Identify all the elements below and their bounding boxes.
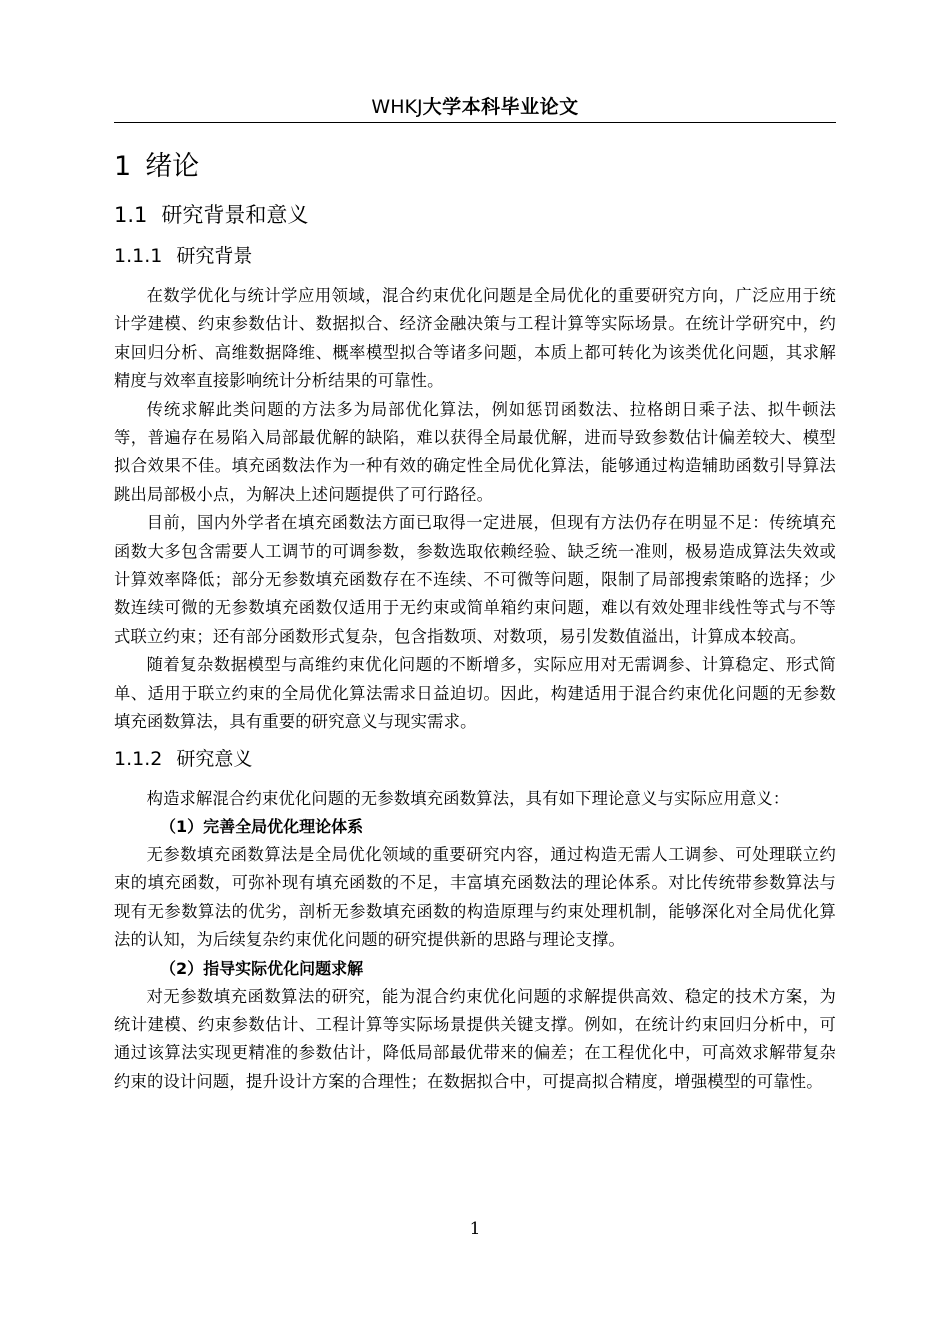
point-heading: （2）指导实际优化问题求解 [160, 958, 364, 978]
paragraph: 传统求解此类问题的方法多为局部优化算法，例如惩罚函数法、拉格朗日乘子法、拟牛顿法等，普遍存在易陷入局部最优解的缺陷，难以获得全局最优解，进而导致参数估计偏差较大、模型拟合效果不佳。填充函数法作为一种有效的确定性全局优化算法，能够通过构造辅助函数引导算法跳出局部极小点，为解决上述问题提供了可行路径。 [114, 399, 836, 504]
page-number: 1 [469, 1219, 481, 1239]
page-content [114, 140, 836, 1096]
running-header [114, 92, 836, 123]
paragraph: 在数学优化与统计学应用领域，混合约束优化问题是全局优化的重要研究方向，广泛应用于统计学建模、约束参数估计、数据拟合、经济金融决策与工程计算等实际场景。在统计学研究中，约束回归分析、高维数据降维、概率模型拟合等诸多问题，本质上都可转化为该类优化问题，其求解精度与效率直接影响统计分析结果的可靠性。 [114, 286, 836, 391]
paragraph: 对无参数填充函数算法的研究，能为混合约束优化问题的求解提供高效、稳定的技术方案，为统计建模、约束参数估计、工程计算等实际场景提供关键支撑。例如，在统计约束回归分析中，可通过该算法实现更精准的参数估计，降低局部最优带来的偏差；在工程优化中，可高效求解带复杂约束的设计问题，提升设计方案的合理性；在数据拟合中，可提高拟合精度，增强模型的可靠性。 [114, 986, 836, 1091]
section-title: 研究背景和意义 [161, 203, 309, 227]
subsection-number: 1.1.2 [114, 747, 163, 770]
paragraph: 构造求解混合约束优化问题的无参数填充函数算法，具有如下理论意义与实际应用意义： [146, 788, 790, 808]
subsection-heading-background [114, 240, 836, 272]
header-title: 大学本科毕业论文 [422, 96, 579, 118]
paragraph: 随着复杂数据模型与高维约束优化问题的不断增多，实际应用对无需调参、计算稳定、形式简单、适用于联立约束的全局优化算法需求日益迫切。因此，构建适用于混合约束优化问题的无参数填充函数算法，具有重要的研究意义与现实需求。 [114, 655, 836, 732]
paragraph: 目前，国内外学者在填充函数法方面已取得一定进展，但现有方法仍存在明显不足：传统填充函数大多包含需要人工调节的可调参数，参数选取依赖经验、缺乏统一准则，极易造成算法失效或计算效率降低；部分无参数填充函数存在不连续、不可微等问题，限制了局部搜索策略的选择；少数连续可微的无参数填充函数仅适用于无约束或简单箱约束问题，难以有效处理非线性等式与不等式联立约束；还有部分函数形式复杂，包含指数项、对数项，易引发数值溢出，计算成本较高。 [114, 513, 836, 646]
subsection-heading-significance [114, 743, 836, 775]
chapter-title: 绪论 [145, 151, 200, 182]
chapter-heading [114, 146, 836, 188]
chapter-number: 1 [114, 151, 132, 182]
subsection-title: 研究背景 [176, 245, 253, 267]
subsection-title: 研究意义 [176, 747, 253, 770]
header-latin: WHKJ [371, 96, 423, 118]
paragraph: 无参数填充函数算法是全局优化领域的重要研究内容，通过构造无需人工调参、可处理联立约束的填充函数，可弥补现有填充函数的不足，丰富填充函数法的理论体系。对比传统带参数算法与现有无参数算法的优劣，剖析无参数填充函数的构造原理与约束处理机制，能够深化对全局优化算法的认知，为后续复杂约束优化问题的研究提供新的思路与理论支撑。 [114, 844, 836, 950]
section-heading [114, 198, 836, 232]
subsection-number: 1.1.1 [114, 245, 163, 267]
section-number: 1.1 [114, 203, 148, 227]
point-heading: （1）完善全局优化理论体系 [160, 816, 364, 836]
